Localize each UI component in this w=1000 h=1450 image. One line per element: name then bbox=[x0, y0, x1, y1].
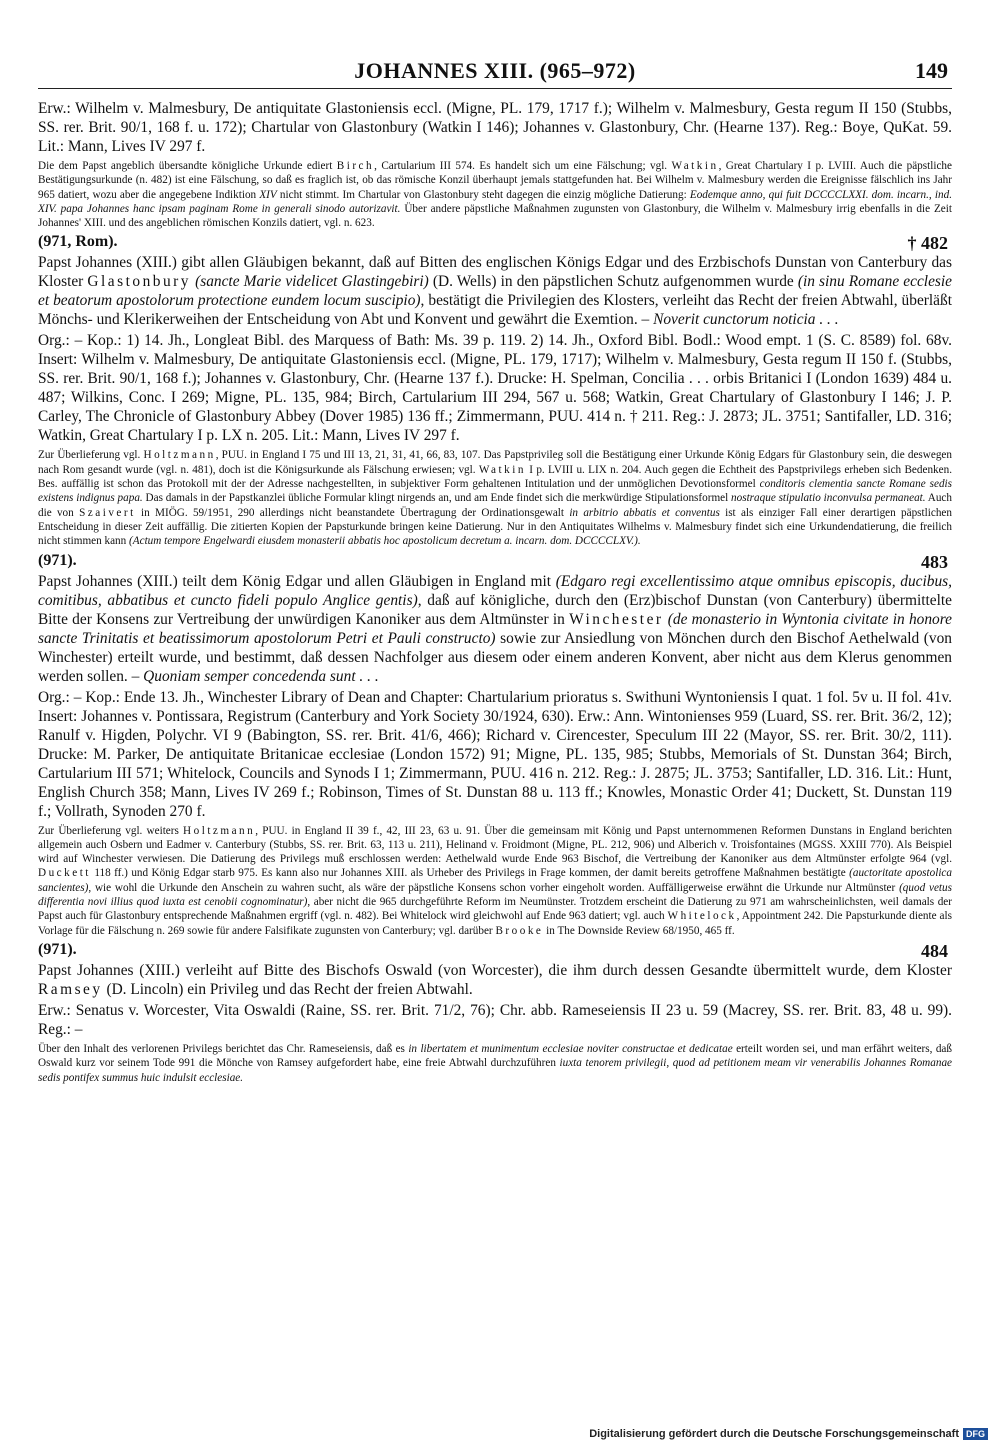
regest-483-number: 483 bbox=[921, 551, 948, 572]
regest-483-heading bbox=[38, 552, 952, 572]
regest-482-sources: Org.: – Kop.: 1) 14. Jh., Longleat Bibl. des Marquess of Bath: Ms. 39 p. 119. 2) 14. Jh., Oxford Bibl. Bodl.: Wood empt. 1 (S. C. 8589) fol. 68v. Insert: Wilhelm v. Malmesbury, De antiquitate Glastoniensis eccl. (Migne, PL. 179, 1717); Wilhelm v. Malmesbury, Gesta regum II 150 f. (Stubbs, SS. rer. Brit. 90/1, 168 f.); Johannes v. Glastonbury, Chr. (Hearne 137 f.). Drucke: H. Spelman, Concilia . . . orbis Britanici I (London 1639) 484 u. 487; Wilkins, Conc. I 269; Migne, PL. 135, 984; Birch, Cartularium III 294, 567 u. 568; Watkin, Great Chartulary of Glastonbury I 146; J. P. Carley, The Chronicle of Glastonbury Abbey (Dover 1985) 136 ff.; Zimmermann, PUU. 414 n. † 211. Reg.: J. 2873; JL. 3751; Santifaller, LD. 316; Watkin, Great Chartulary I p. LX n. 205. Lit.: Mann, Lives IV 297 f. bbox=[38, 332, 952, 445]
regest-484-text: Papst Johannes (XIII.) verleiht auf Bitte des Bischofs Oswald (von Worcester), die ihm durch dessen Gesandte übermittelt wurde, dem Kloster Ramsey (D. Lincoln) ein Privileg und das Recht der freien Abtwahl. bbox=[38, 961, 952, 998]
footer-text: Digitalisierung gefördert durch die Deutsche Forschungsgemeinschaft bbox=[589, 1428, 959, 1440]
regest-483-text: Papst Johannes (XIII.) teilt dem König Edgar und allen Gläubigen in England mit (Edgaro regi excellentissimo atque omnibus episcopis, ducibus, comitibus, abbatibus et cuncto fideli populo Anglice gentis), daß auf königliche, durch den (Erz)bischof Dunstan (von Canterbury) übermittelte Bitte der Konsens zur Vertreibung der unwürdigen Kanoniker aus dem Altmünster in Winchester (de monasterio in Wyntonia civitate in honore sancte Trinitatis et beatissimorum apostolorum Petri et Pauli constructo) sowie zur Ansiedlung von Mönchen durch den Bischof Aethelwald (von Winchester) erteilt wurde, und bestimmt, daß dessen Nachfolger aus diesem oder einem anderen Konvent, aber nicht aus dem Klerus genommen werden sollen. – Quoniam semper concedenda sunt . . . bbox=[38, 572, 953, 685]
regest-484-date: (971). bbox=[38, 940, 77, 958]
regest-484-sources: Erw.: Senatus v. Worcester, Vita Oswaldi (Raine, SS. rer. Brit. 71/2, 76); Chr. abb. Rameseiensis II 23 u. 59 (Macrey, SS. rer. Brit. 83, 48 u. 99). Reg.: – bbox=[38, 1001, 952, 1038]
dfg-logo-icon: DFG bbox=[963, 1428, 988, 1440]
regest-483-sources: Org.: – Kop.: Ende 13. Jh., Winchester Library of Dean and Chapter: Chartularium prioratus s. Swithuni Wyntoniensis I quat. 1 fol. 5v u. II fol. 41v. Insert: Johannes v. Pontissara, Registrum (Canterbury and York Society 30/1924, 630). Erw.: Ann. Wintonienses 959 (Luard, SS. rer. Brit. 36/2, 12); Ranulf v. Higden, Polychr. VI 9 (Babington, SS. rer. Brit. 41/6, 466); Richard v. Cirencester, Speculum III 22 (Mayor, SS. rer. Brit. 30/2, 111). Drucke: M. Parker, De antiquitate Britanicae ecclesiae (London 1572) 91; Migne, PL. 135, 985; Stubbs, Memorials of St. Dunstan 364; Birch, Cartularium III 571; Whitelock, Councils and Synods I 1; Zimmermann, PUU. 416 n. 212. Reg.: J. 2875; JL. 3753; Santifaller, LD. 316. Lit.: Hunt, English Church 358; Mann, Lives IV 269 f.; Robinson, Times of St. Dunstan 88 u. 113 ff.; Knowles, Monastic Order 41; Duckett, St. Dunstan 119 f.; Vollrath, Synoden 270 f. bbox=[38, 688, 952, 820]
regest-484-number: 484 bbox=[921, 940, 948, 961]
document-page bbox=[38, 58, 952, 1088]
top-note: Die dem Papst angeblich übersandte königliche Urkunde ediert Birch, Cartularium III 574. Es handelt sich um eine Fälschung; vgl. Watkin, Great Chartulary I p. LVIII. Auch die päpstliche Bestätigungsurkunde (n. 482) ist eine Fälschung, so daß es fraglich ist, ob das römische Konzil überhaupt jemals stattgefunden hat. Bei Wilhelm v. Malmesbury werden die Ereignisse fälschlich ins Jahr 965 datiert, wozu aber die angegebene Indiktion XIV nicht stimmt. Im Chartular von Glastonbury steht dagegen die einzig mögliche Datierung: Eodemque anno, qui fuit DCCCCLXXI. dom. incarn., ind. XIV. papa Johannes hanc ipsam paginam Rome in generali sinodo autorizavit. Über andere päpstliche Maßnahmen zugunsten von Glastonbury, die Wilhelm v. Malmesbury irrig ebenfalls in die Zeit Johannes' XIII. und des angeblichen römischen Konzils datiert, vgl. n. 623. bbox=[38, 160, 952, 230]
running-header bbox=[38, 58, 952, 89]
regest-482-heading bbox=[38, 233, 952, 253]
regest-482-number: † 482 bbox=[907, 233, 948, 254]
top-erw: Erw.: Wilhelm v. Malmesbury, De antiquitate Glastoniensis eccl. (Migne, PL. 179, 1717 f.); Wilhelm v. Malmesbury, Gesta regum II 150 (Stubbs, SS. rer. Brit. 90/1, 168 f. u. 172); Chartular von Glastonbury (Watkin I 146); Johannes v. Glastonbury, Chr. (Hearne 137). Reg.: Boye, QuKat. 59. Lit.: Mann, Lives IV 297 f. bbox=[38, 100, 952, 155]
regest-483-note: Zur Überlieferung vgl. weiters Holtzmann, PUU. in England II 39 f., 42, III 23, 63 u. 91. Über die gemeinsam mit König und Papst unternommenen Reformen Dunstans in England berichten allgemein auch Osbern und Eadmer v. Canterbury (Stubbs, SS. rer. Brit. 63, 113 u. 211), Helinand v. Froidmont (Migne, PL. 212, 906) und Alberich v. Troisfontaines (MGSS. XXIII 770). Als Beispiel wird auf Winchester verwiesen. Die Datierung des Privilegs muß erschlossen werden: Aethelwald wurde Ende 963 Bischof, die Vertreibung der Kanoniker aus dem Altmünster erfolgte 964 (vgl. Duckett 118 ff.) und König Edgar starb 975. Es kann also nur Johannes XIII. als Urheber des Privilegs in Frage kommen, der damit bereits getroffene Maßnahmen bestätigte (auctoritate apostolica sancientes), wie wohl die Urkunde den Anschein zu wahren sucht, als wäre der päpstliche Konsens schon vorher eingeholt worden. Auffälligerweise erwähnt die Urkunde nur Altmünster (quod vetus differentia novi illius quod iuxta est cenobii cognominatur), aber nicht die 965 durchgeführte Reform im Neumünster. Trotzdem erscheint die Datierung zu 971 am wahrscheinlichsten, weil damals der Papst auch für Glastonbury entsprechende Maßnahmen ergriff (vgl. n. 482). Bei Whitelock wird gleichwohl auf Ende 963 datiert; vgl. auch Whitelock, Appointment 242. Die Papsturkunde diente als Vorlage für die Fälschung n. 269 sowie für andere Falsifikate zugunsten von Canterbury; vgl. darüber Brooke in The Downside Review 68/1950, 465 ff. bbox=[38, 824, 952, 937]
digitization-footer bbox=[589, 1428, 988, 1440]
regest-482-note: Zur Überlieferung vgl. Holtzmann, PUU. in England I 75 und III 13, 21, 31, 41, 66, 83, 107. Das Papstprivileg soll die Bestätigung einer Urkunde König Edgars für Glastonbury sein, die deswegen nach Rom gesandt wurde (vgl. n. 481), doch ist die Königsurkunde als Fälschung erwiesen; vgl. Watkin I p. LVIII u. LIX n. 204. Auch gegen die Echtheit des Papstprivilegs erheben sich Bedenken. Bes. auffällig ist schon das Protokoll mit der der Adresse nachgestellten, in subjektiver Form gehaltenen Intitulation und der unmöglichen Devotionsformel conditoris clementia sancte Romane sedis existens indignus papa. Das damals in der Papstkanzlei übliche Formular klingt nirgends an, und am Ende findet sich die merkwürdige Stipulationsformel nostraque stipulatio inconvulsa permaneat. Auch die von Szaivert in MIÖG. 59/1951, 290 allerdings nicht beanstandete Übertragung der Ordinationsgewalt in arbitrio abbatis et conventus ist als einziger Fall einer derartigen päpstlichen Entscheidung in dieser Zeit auffällig. Die zitierten Kopien der Papsturkunde bringen keine Datierung. Nur in den Antiquitates Wilhelms v. Malmesbury findet sich eine Urkundendatierung, die freilich nicht stimmen kann (Actum tempore Engelwardi eiusdem monasterii abbatis hoc apostolicum decretum a. incarn. dom. DCCCCLXV.). bbox=[38, 449, 952, 548]
regest-482-date: (971, Rom). bbox=[38, 233, 118, 251]
regest-484-heading bbox=[38, 941, 952, 961]
regest-482-text: Papst Johannes (XIII.) gibt allen Gläubigen bekannt, daß auf Bitten des englischen Königs Edgar und des Erzbischofs Dunstan von Canterbury das Kloster Glastonbury (sancte Marie videlicet Glastingebiri) (D. Wells) in den päpstlichen Schutz aufgenommen wurde (in sinu Romane ecclesie et beatorum apostolorum protectione eundem locum suscipio), bestätigt die Privilegien des Klosters, verleiht das Recht der freien Abtwahl, überläßt Mönchs- und Klerikerweihen der Entscheidung von Abt und Konvent und gewährt die Exemtion. – Noverit cunctorum noticia . . . bbox=[38, 254, 952, 329]
regest-483-date: (971). bbox=[38, 551, 77, 569]
page-number: 149 bbox=[915, 58, 948, 83]
regest-484-note: Über den Inhalt des verlorenen Privilegs berichtet das Chr. Rameseiensis, daß es in libertatem et munimentum ecclesiae noviter constructae et dedicatae erteilt worden sei, und man erfährt weiters, daß Oswald kurz vor seinem Tode 991 die Mönche von Ramsey aufgefordert habe, eine freie Abtwahl durchzuführen iuxta tenorem privilegii, quod ad petitionem meam vir venerabilis Johannes Romanae sedis pontifex summus huic indulsit ecclesiae. bbox=[38, 1042, 952, 1084]
header-title: JOHANNES XIII. (965–972) bbox=[354, 58, 636, 83]
